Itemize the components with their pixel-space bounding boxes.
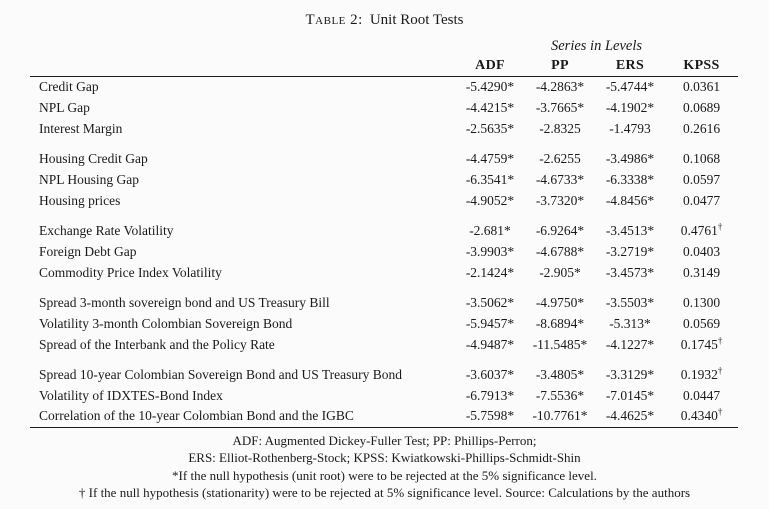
table-row xyxy=(30,385,738,406)
table-footnotes xyxy=(0,432,769,502)
column-header-adf: ADF xyxy=(455,56,525,76)
adf-value: -2.681* xyxy=(469,222,511,238)
row-label: Interest Margin xyxy=(39,120,123,136)
ers-value: -4.1227* xyxy=(605,336,655,352)
column-header-row xyxy=(30,56,738,76)
column-header-ers: ERS xyxy=(595,56,665,76)
table-row xyxy=(30,406,738,427)
adf-value: -5.4290* xyxy=(465,78,515,94)
pp-value: -6.9264* xyxy=(535,222,585,238)
adf-value: -4.9052* xyxy=(465,192,515,208)
series-in-levels-header: Series in Levels xyxy=(551,38,643,54)
table-row xyxy=(30,220,738,241)
row-label: Exchange Rate Volatility xyxy=(39,222,174,238)
series-header-row xyxy=(30,36,738,56)
row-label: NPL Housing Gap xyxy=(39,171,139,187)
pp-value: -4.6788* xyxy=(535,243,585,259)
table-row xyxy=(30,364,738,385)
ers-value: -4.4625* xyxy=(605,408,655,424)
ers-value: -4.1902* xyxy=(605,99,655,115)
row-label: Volatility of IDXTES-Bond Index xyxy=(39,387,223,403)
empty-label-header xyxy=(30,56,455,76)
footnote-dagger-source: † If the null hypothesis (stationarity) were to be rejected at 5% significance level. Source: Calculations by the authors xyxy=(78,485,691,500)
column-header-pp: PP xyxy=(525,56,595,76)
kpss-value: 0.0597 xyxy=(682,171,721,187)
row-label: Credit Gap xyxy=(39,78,99,94)
table-caption-text: Unit Root Tests xyxy=(369,12,464,28)
table-caption xyxy=(0,11,769,29)
table-row xyxy=(30,190,738,211)
ers-value: -5.313* xyxy=(609,315,651,331)
footnote-asterisk: *If the null hypothesis (unit root) were to be rejected at the 5% significance level. xyxy=(172,467,597,483)
group-spacer xyxy=(30,211,738,220)
kpss-value: 0.0689 xyxy=(682,99,721,115)
group-spacer xyxy=(30,355,738,364)
adf-value: -3.6037* xyxy=(465,366,515,382)
table-row xyxy=(30,292,738,313)
footnote-abbrev-ers-kpss: ERS: Elliot-Rothenberg-Stock; KPSS: Kwiatkowski-Phillips-Schmidt-Shin xyxy=(188,450,581,465)
kpss-value: 0.1068 xyxy=(682,150,721,166)
ers-value: -6.3338* xyxy=(605,171,655,187)
kpss-value: 0.0477 xyxy=(682,192,721,208)
ers-value: -4.8456* xyxy=(605,192,655,208)
pp-value: -11.5485* xyxy=(532,336,588,352)
pp-value: -3.4805* xyxy=(535,366,585,382)
adf-value: -6.3541* xyxy=(465,171,515,187)
row-label: Spread 3-month sovereign bond and US Treasury Bill xyxy=(39,294,330,310)
pp-value: -3.7665* xyxy=(535,99,585,115)
kpss-value: 0.3149 xyxy=(682,264,721,280)
row-label: Volatility 3-month Colombian Sovereign Bond xyxy=(39,315,293,331)
table-row xyxy=(30,118,738,139)
ers-value: -3.2719* xyxy=(605,243,655,259)
ers-value: -3.4986* xyxy=(605,150,655,166)
row-label: NPL Gap xyxy=(39,99,90,115)
pp-value: -3.7320* xyxy=(535,192,585,208)
ers-value: -7.0145* xyxy=(605,387,655,403)
kpss-value: 0.1745† xyxy=(680,335,723,352)
pp-value: -8.6894* xyxy=(535,315,585,331)
kpss-value: 0.0403 xyxy=(682,243,721,259)
ers-value: -1.4793 xyxy=(609,120,651,136)
table-row xyxy=(30,241,738,262)
row-label: Spread 10-year Colombian Sovereign Bond and US Treasury Bond xyxy=(39,366,402,382)
pp-value: -2.905* xyxy=(539,264,581,280)
pp-value: -7.5536* xyxy=(535,387,585,403)
table-row xyxy=(30,76,738,97)
adf-value: -6.7913* xyxy=(465,387,515,403)
pp-value: -2.8325 xyxy=(539,120,581,136)
adf-value: -4.9487* xyxy=(465,336,515,352)
table-row xyxy=(30,169,738,190)
kpss-value: 0.0447 xyxy=(682,387,721,403)
pp-value: -4.2863* xyxy=(535,78,585,94)
pp-value: -10.7761* xyxy=(532,408,588,424)
kpss-value: 0.2616 xyxy=(682,120,721,136)
row-label: Housing prices xyxy=(39,192,121,208)
pp-value: -4.9750* xyxy=(535,294,585,310)
kpss-value: 0.1300 xyxy=(682,294,721,310)
table-row xyxy=(30,262,738,283)
adf-value: -3.9903* xyxy=(465,243,515,259)
adf-value: -3.5062* xyxy=(465,294,515,310)
adf-value: -2.5635* xyxy=(465,120,515,136)
row-label: Correlation of the 10-year Colombian Bond and the IGBC xyxy=(39,408,354,424)
pp-value: -2.6255 xyxy=(539,150,581,166)
footnote-abbrev-adf-pp: ADF: Augmented Dickey-Fuller Test; PP: Phillips-Perron; xyxy=(232,432,537,448)
kpss-value: 0.1932† xyxy=(680,365,723,382)
table-caption-label: Table 2: xyxy=(305,12,363,28)
adf-value: -4.4759* xyxy=(465,150,515,166)
row-label: Spread of the Interbank and the Policy Rate xyxy=(39,336,275,352)
table-row xyxy=(30,97,738,118)
row-label: Housing Credit Gap xyxy=(39,150,148,166)
adf-value: -5.9457* xyxy=(465,315,515,331)
adf-value: -2.1424* xyxy=(465,264,515,280)
row-label: Commodity Price Index Volatility xyxy=(39,264,222,280)
column-header-kpss: KPSS xyxy=(665,56,738,76)
row-label: Foreign Debt Gap xyxy=(39,243,137,259)
kpss-value: 0.0361 xyxy=(682,78,721,94)
adf-value: -5.7598* xyxy=(465,408,515,424)
kpss-value: 0.4340† xyxy=(680,406,723,424)
pp-value: -4.6733* xyxy=(535,171,585,187)
ers-value: -3.3129* xyxy=(605,366,655,382)
kpss-value: 0.0569 xyxy=(682,315,721,331)
kpss-value: 0.4761† xyxy=(680,221,723,238)
group-spacer xyxy=(30,283,738,292)
table-row xyxy=(30,148,738,169)
ers-value: -5.4744* xyxy=(605,78,655,94)
ers-value: -3.4513* xyxy=(605,222,655,238)
group-spacer xyxy=(30,139,738,148)
ers-value: -3.5503* xyxy=(605,294,655,310)
table-row xyxy=(30,334,738,355)
adf-value: -4.4215* xyxy=(465,99,515,115)
ers-value: -3.4573* xyxy=(605,264,655,280)
table-row xyxy=(30,313,738,334)
unit-root-tests-table xyxy=(30,36,738,428)
empty-corner-cell xyxy=(30,36,455,56)
